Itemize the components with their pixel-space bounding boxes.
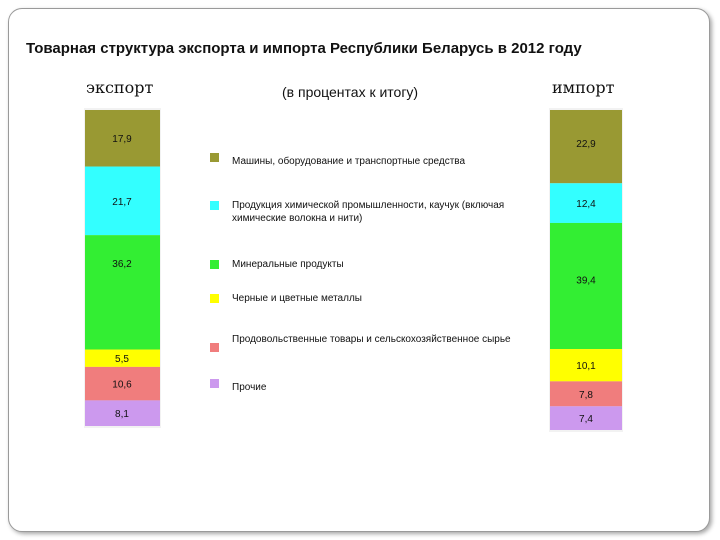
export-column-label: экспорт	[86, 78, 154, 97]
legend-swatch-chemicals	[210, 201, 219, 210]
chart-title: Товарная структура экспорта и импорта Республики Беларусь в 2012 году	[26, 40, 582, 57]
legend-label-metals: Черные и цветные металлы	[232, 293, 362, 304]
import-value-label-metals: 10,1	[576, 361, 596, 373]
legend-label-other: Прочие	[232, 382, 267, 393]
legend-swatch-minerals	[210, 260, 219, 269]
import-value-label-minerals: 39,4	[576, 275, 596, 287]
chart-subtitle: (в процентах к итогу)	[282, 84, 419, 100]
import-value-label-food: 7,8	[579, 389, 593, 401]
legend-label-chemicals: Продукция химической промышленности, каучук (включая химические волокна и нити)	[232, 200, 505, 224]
legend-swatch-food	[210, 343, 219, 352]
export-value-label-other: 8,1	[115, 409, 129, 421]
export-value-label-machinery: 17,9	[112, 134, 132, 145]
import-value-label-machinery: 22,9	[576, 138, 596, 150]
legend-label-machinery: Машины, оборудование и транспортные средства	[232, 156, 466, 167]
export-value-label-metals: 5,5	[115, 354, 129, 366]
legend-swatch-machinery	[210, 153, 219, 162]
legend-swatch-other	[210, 379, 219, 388]
legend-label-minerals: Минеральные продукты	[232, 259, 344, 270]
export-value-label-food: 10,6	[112, 379, 132, 391]
export-value-label-chemicals: 21,7	[112, 196, 132, 208]
export-segment-minerals	[85, 235, 160, 349]
legend-swatch-metals	[210, 294, 219, 303]
import-value-label-other: 7,4	[579, 414, 593, 426]
import-column-label: импорт	[552, 78, 615, 97]
legend-label-food: Продовольственные товары и сельскохозяйственное сырье	[232, 334, 511, 345]
export-value-label-minerals: 36,2	[112, 259, 132, 271]
import-value-label-chemicals: 12,4	[576, 199, 596, 211]
